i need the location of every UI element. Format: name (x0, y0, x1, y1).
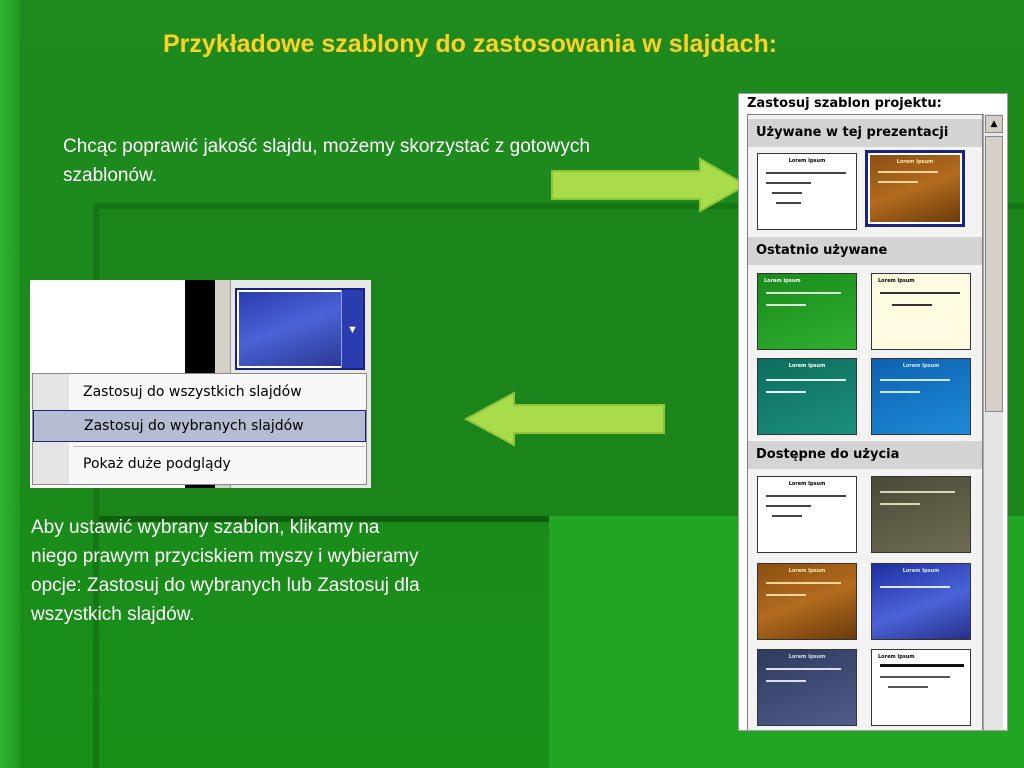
menu-separator (73, 446, 365, 447)
thumb-line (880, 391, 920, 393)
menu-item-apply-all[interactable]: Zastosuj do wszystkich slajdów (83, 384, 302, 400)
thumb-line (772, 192, 802, 194)
template-thumb-teal[interactable] (757, 358, 857, 435)
template-thumb-blue-wave[interactable] (871, 563, 971, 640)
thumb-line (766, 391, 806, 393)
thumb-title: Lorem Ipsum (788, 481, 826, 487)
thumb-title: Lorem Ipsum (902, 568, 940, 574)
thumb-line (880, 379, 950, 381)
menu-item-large-previews[interactable]: Pokaż duże podglądy (83, 456, 231, 472)
thumb-line (878, 171, 938, 173)
template-thumb-olive[interactable] (871, 476, 971, 553)
thumb-line (880, 503, 920, 505)
thumb-line (880, 491, 955, 493)
section-available: Dostępne do użycia (748, 441, 982, 469)
arrow-left-icon (462, 391, 667, 447)
thumb-title: Lorem Ipsum (788, 654, 826, 660)
thumb-line (766, 495, 846, 497)
thumb-title: Lorem Ipsum (896, 159, 934, 165)
chevron-down-icon[interactable]: ▼ (341, 290, 363, 368)
thumb-title: Lorem Ipsum (764, 278, 801, 284)
thumb-title: Lorem Ipsum (902, 363, 940, 369)
template-thumb-green[interactable] (757, 273, 857, 350)
intro-paragraph: Chcąc poprawić jakość slajdu, możemy skorzystać z gotowych szablonów. (63, 136, 590, 186)
template-list (747, 114, 983, 731)
thumb-line (766, 292, 841, 294)
thumb-line (766, 582, 841, 584)
thumb-line (880, 586, 950, 588)
thumb-title: Lorem Ipsum (788, 158, 826, 164)
thumb-line (766, 379, 846, 381)
thumb-line (772, 515, 802, 517)
arrow-right-icon (550, 157, 750, 213)
thumb-line (766, 668, 841, 670)
thumb-line (880, 676, 950, 678)
context-menu (32, 373, 367, 485)
thumb-title: Lorem Ipsum (788, 363, 826, 369)
thumb-line (766, 182, 811, 184)
pane-scrollbar[interactable] (983, 114, 1003, 731)
thumb-line (766, 594, 806, 596)
thumb-line (878, 181, 918, 183)
section-recently-used: Ostatnio używane (748, 237, 982, 265)
template-thumb-slate[interactable] (757, 649, 857, 726)
pane-title: Zastosuj szablon projektu: (747, 96, 942, 111)
menu-item-apply-selected[interactable]: Zastosuj do wybranych slajdów (33, 410, 366, 442)
thumb-line (880, 292, 960, 294)
thumb-line (766, 172, 846, 174)
background-band (0, 0, 20, 768)
template-thumb-default[interactable] (757, 153, 857, 230)
thumb-line (888, 686, 928, 688)
thumb-line (766, 680, 806, 682)
template-thumb-plain[interactable] (871, 649, 971, 726)
thumb-line (766, 505, 811, 507)
thumb-title: Lorem Ipsum (878, 278, 915, 284)
thumb-line (766, 304, 806, 306)
template-thumb-blue[interactable] (871, 358, 971, 435)
scroll-thumb[interactable] (985, 136, 1003, 412)
thumb-line (776, 202, 801, 204)
section-used-in-presentation: Używane w tej prezentacji (748, 119, 982, 147)
scroll-up-icon[interactable]: ▲ (985, 115, 1003, 133)
instructions-paragraph: Aby ustawić wybrany szablon, klikamy na niego prawym przyciskiem myszy i wybieramy opcje: Zastosuj do wybranych lub Zastosuj dla wszystkich slajdów. (31, 517, 420, 625)
template-thumb-cream[interactable] (871, 273, 971, 350)
thumb-title: Lorem Ipsum (788, 568, 826, 574)
template-thumb-default[interactable] (757, 476, 857, 553)
template-thumb-brown[interactable] (757, 563, 857, 640)
design-template-pane (738, 93, 1008, 731)
thumb-line (892, 304, 932, 306)
thumb-title: Lorem Ipsum (878, 654, 915, 660)
thumb-line (880, 664, 964, 667)
template-thumb-selected[interactable] (865, 150, 965, 227)
slide-title: Przykładowe szablony do zastosowania w slajdach: (163, 30, 778, 58)
